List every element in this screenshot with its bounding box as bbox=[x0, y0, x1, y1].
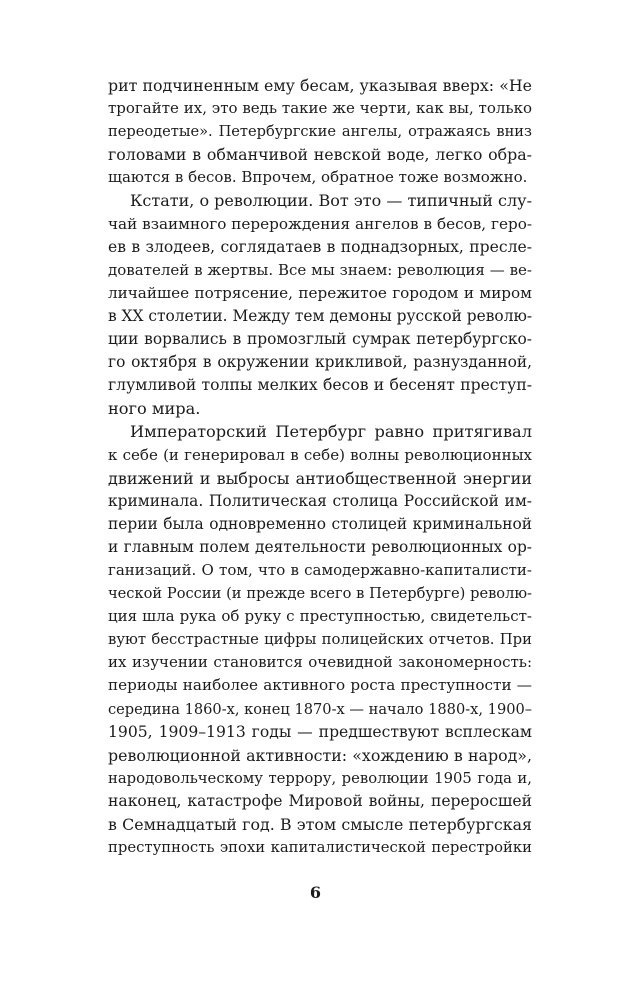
text-line: головами в обманчивой невской воде, легко обра- bbox=[108, 145, 532, 165]
text-line: в XX столетии. Между тем демоны русской револю- bbox=[108, 306, 533, 325]
text-line: движений и выбросы антиобщественной энергии bbox=[108, 468, 532, 488]
text-line: переодетые». Петербургские ангелы, отражаясь вниз bbox=[108, 123, 532, 141]
text-line: личайшее потрясение, пережитое городом и миром bbox=[108, 283, 532, 302]
text-line: щаются в бесов. Впрочем, обратное тоже возможно. bbox=[108, 168, 528, 187]
text-line: криминала. Политическая столица Российской им- bbox=[108, 491, 532, 510]
text-line: народовольческому террору, революции 1905 года и, bbox=[108, 769, 532, 787]
text-line: революционной активности: «хождению в народ», bbox=[108, 745, 532, 765]
text-line: чай взаимного перерождения ангелов в бесов, геро- bbox=[108, 214, 532, 233]
text-line: ции ворвались в промозглый сумрак петербургско- bbox=[108, 330, 532, 349]
text-line: ганизаций. О том, что в самодержавно-капиталисти- bbox=[108, 560, 532, 579]
text-line: ция шла рука об руку с преступностью, свидетельст- bbox=[108, 607, 532, 626]
text-line: преступность эпохи капиталистической перестройки bbox=[108, 839, 532, 857]
text-line: Императорский Петербург равно притягивал bbox=[130, 422, 532, 442]
text-line: ческой России (и прежде всего в Петербурге) револю- bbox=[108, 585, 532, 603]
text-line: в Семнадцатый год. В этом смысле петербургская bbox=[108, 815, 532, 834]
text-line: го октября в окружении крикливой, разнузданной, bbox=[108, 353, 532, 372]
text-line: перии была одновременно столицей криминальной bbox=[108, 514, 532, 533]
text-line: рит подчиненным ему бесам, указывая вверх: «Не bbox=[108, 76, 532, 95]
text-line: и главным полем деятельности революционных ор- bbox=[108, 537, 532, 556]
text-line: периоды наиболее активного роста преступности — bbox=[108, 676, 532, 695]
text-line: Кстати, о революции. Вот это — типичный слу- bbox=[130, 191, 532, 211]
text-line: наконец, катастрофе Мировой войны, переросшей bbox=[108, 791, 532, 810]
text-line: вуют бесстрастные цифры полицейских отчетов. При bbox=[108, 631, 532, 649]
body-text bbox=[108, 74, 532, 859]
text-line: трогайте их, это ведь такие же черти, как вы, только bbox=[108, 99, 532, 118]
text-line: 1905, 1909–1913 годы — предшествуют всплескам bbox=[108, 722, 532, 741]
text-line: к себе (и генерировал в себе) волны революционных bbox=[108, 445, 532, 464]
text-line: их изучении становится очевидной закономерность: bbox=[108, 653, 532, 672]
text-line: дователей в жертвы. Все мы знаем: революция — ве- bbox=[108, 260, 532, 279]
page-number: 6 bbox=[309, 883, 322, 902]
text-line: ев в злодеев, соглядатаев в поднадзорных, пресле- bbox=[108, 237, 532, 256]
text-line: середина 1860-х, конец 1870-х — начало 1880-х, 1900– bbox=[108, 700, 533, 718]
text-line: ного мира. bbox=[108, 399, 201, 419]
text-line: глумливой толпы мелких бесов и бесенят преступ- bbox=[108, 376, 532, 395]
